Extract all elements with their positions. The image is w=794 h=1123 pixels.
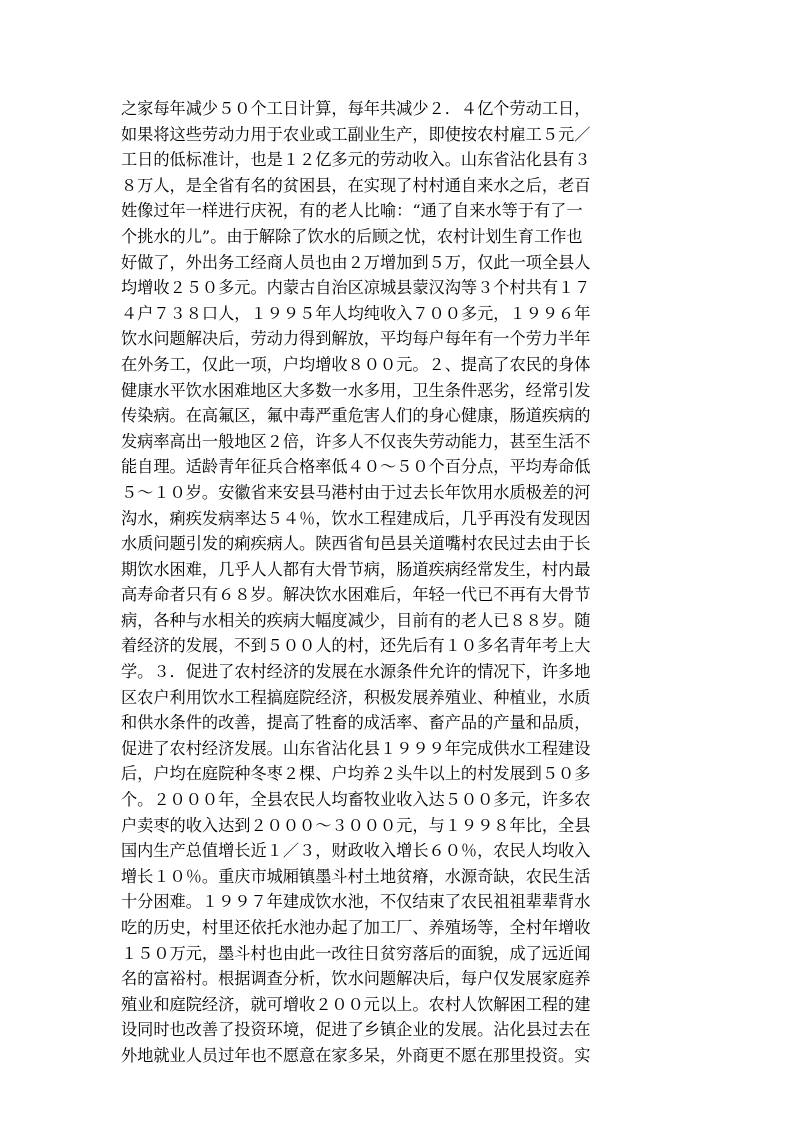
- text-line: １５０万元，墨斗村也由此一改往日贫穷落后的面貌，成了远近闻: [121, 943, 591, 963]
- text-line: 能自理。适龄青年征兵合格率低４０～５０个百分点，平均寿命低: [121, 457, 591, 477]
- text-line: 饮水问题解决后，劳动力得到解放，平均每户每年有一个劳力半年: [121, 329, 591, 349]
- text-line: 之家每年减少５０个工日计算，每年共减少２．４亿个劳动工日，: [121, 99, 591, 118]
- text-line: 姓像过年一样进行庆祝，有的老人比喻：“通了自来水等于有了一: [121, 201, 583, 221]
- text-line: 后，户均在庭院种冬枣２棵、户均养２头牛以上的村发展到５０多: [121, 764, 591, 784]
- text-line: 好做了，外出务工经商人员也由２万增加到５万，仅此一项全县人: [121, 252, 591, 272]
- text-line: 十分困难。１９９７年建成饮水池，不仅结束了农民祖祖辈辈背水: [121, 892, 591, 912]
- text-line: 病，各种与水相关的疾病大幅度减少，目前有的老人已８８岁。随: [121, 610, 591, 630]
- text-line: 健康水平饮水困难地区大多数一水多用，卫生条件恶劣，经常引发: [121, 380, 591, 400]
- text-line: 名的富裕村。根据调查分析，饮水问题解决后，每户仅发展家庭养: [121, 969, 591, 989]
- text-line: 着经济的发展，不到５００人的村，还先后有１０多名青年考上大: [121, 636, 591, 656]
- text-line: ５～１０岁。安徽省来安县马港村由于过去长年饮用水质极差的河: [121, 482, 591, 502]
- body-text: [121, 96, 676, 1069]
- text-line: ４户７３８口人，１９９５年人均纯收入７００多元，１９９６年: [121, 303, 591, 323]
- text-line: 和供水条件的改善，提高了牲畜的成活率、畜产品的产量和品质，: [121, 713, 591, 733]
- text-line: 促进了农村经济发展。山东省沾化县１９９９年完成供水工程建设: [121, 738, 591, 758]
- text-line: 个挑水的儿”。由于解除了饮水的后顾之忧，农村计划生育工作也: [121, 226, 583, 246]
- text-line: 户卖枣的收入达到２０００～３０００元，与１９９８年比，全县: [121, 815, 591, 835]
- text-line: 期饮水困难，几乎人人都有大骨节病，肠道疾病经常发生，村内最: [121, 559, 591, 579]
- text-line: 如果将这些劳动力用于农业或工副业生产，即使按农村雇工５元／: [121, 124, 591, 144]
- text-line: ８万人，是全省有名的贫困县，在实现了村村通自来水之后，老百: [121, 175, 591, 195]
- text-line: 传染病。在高氟区，氟中毒严重危害人们的身心健康，肠道疾病的: [121, 406, 591, 426]
- text-line: 设同时也改善了投资环境，促进了乡镇企业的发展。沾化县过去在: [121, 1020, 591, 1040]
- text-line: 在外务工，仅此一项，户均增收８００元。２、提高了农民的身体: [121, 354, 591, 374]
- text-line: 外地就业人员过年也不愿意在家多呆，外商更不愿在那里投资。实: [121, 1045, 591, 1065]
- text-line: 增长１０％。重庆市城厢镇墨斗村土地贫瘠，水源奇缺，农民生活: [121, 866, 591, 886]
- text-line: 个。２０００年，全县农民人均畜牧业收入达５００多元，许多农: [121, 790, 591, 810]
- text-line: 国内生产总值增长近１／３，财政收入增长６０％，农民人均收入: [121, 841, 591, 861]
- text-line: 发病率高出一般地区２倍，许多人不仅丧失劳动能力，甚至生活不: [121, 431, 591, 451]
- text-line: 水质问题引发的痢疾病人。陕西省旬邑县关道嘴村农民过去由于长: [121, 534, 591, 554]
- text-line: 吃的历史，村里还依托水池办起了加工厂、养殖场等，全村年增收: [121, 918, 591, 937]
- text-line: 高寿命者只有６８岁。解决饮水困难后，年轻一代已不再有大骨节: [121, 585, 591, 605]
- text-line: 工日的低标准计，也是１２亿多元的劳动收入。山东省沾化县有３: [121, 150, 591, 170]
- text-line: 区农户利用饮水工程搞庭院经济，积极发展养殖业、种植业，水质: [121, 687, 591, 707]
- text-line: 殖业和庭院经济，就可增收２００元以上。农村人饮解困工程的建: [121, 994, 591, 1014]
- text-line: 学。３．促进了农村经济的发展在水源条件允许的情况下，许多地: [121, 662, 591, 682]
- text-line: 均增收２５０多元。内蒙古自治区凉城县蒙汉沟等３个村共有１７: [121, 278, 591, 298]
- text-line: 沟水，痢疾发病率达５４％，饮水工程建成后，几乎再没有发现因: [121, 508, 591, 528]
